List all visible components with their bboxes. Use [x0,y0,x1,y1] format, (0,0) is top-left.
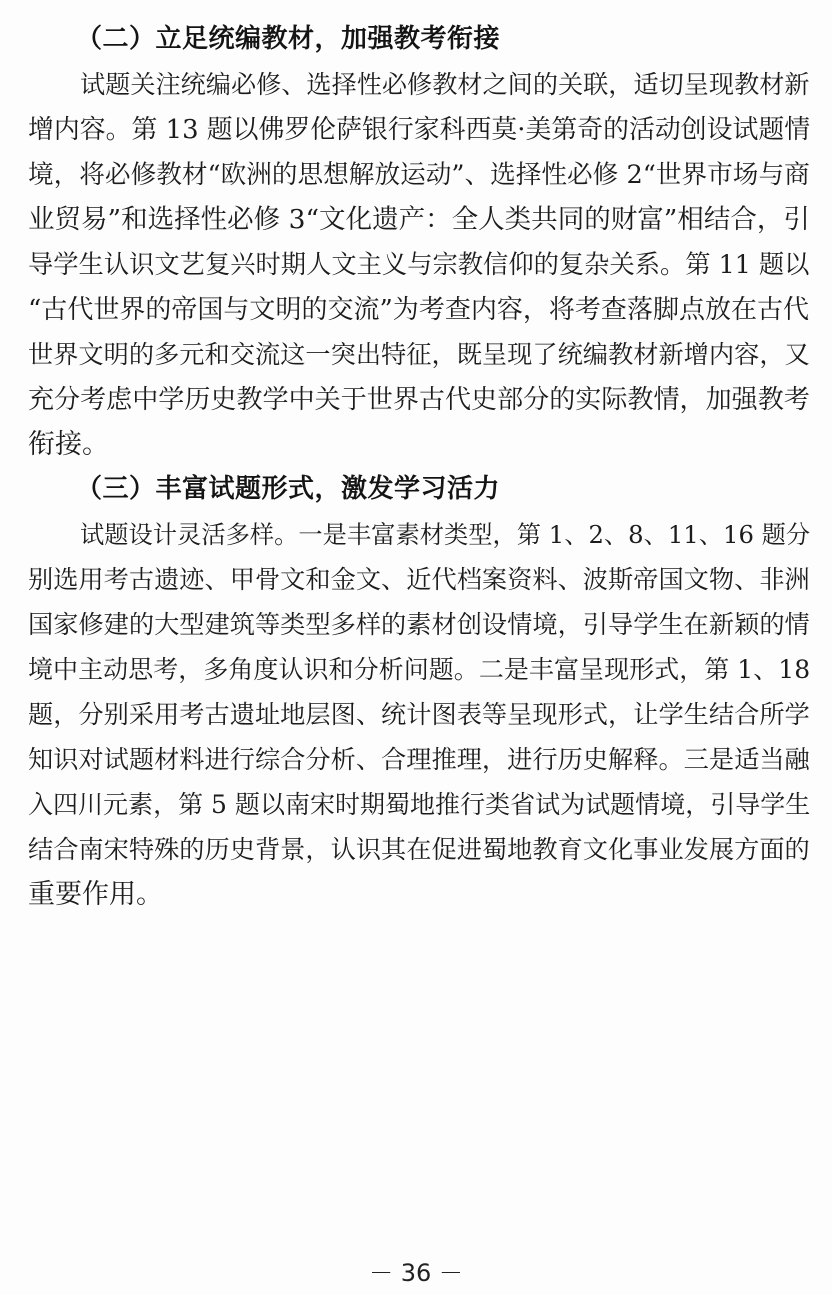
paragraph-line: 境，将必修教材“欧洲的思想解放运动”、选择性必修 2“世界市场与商 [28,160,810,190]
paragraph-line: 题，分别采用考古遗址地层图、统计图表等呈现形式，让学生结合所学 [28,700,810,729]
paragraph-line: 充分考虑中学历史教学中关于世界古代史部分的实际教情，加强教考 [28,385,810,415]
paragraph-line: 境中主动思考，多角度认识和分析问题。二是丰富呈现形式，第 1、18 [28,655,811,684]
paragraph-line: 别选用考古遗迹、甲骨文和金文、近代档案资料、波斯帝国文物、非洲 [28,565,810,594]
section-heading: （三）丰富试题形式，激发学习活力 [76,474,501,504]
paragraph-line: 知识对试题材料进行综合分析、合理推理，进行历史解释。三是适当融 [28,745,810,774]
paragraph-line: 重要作用。 [28,879,163,910]
paragraph-line: 增内容。第 13 题以佛罗伦萨银行家科西莫·美第奇的活动创设试题情 [28,115,811,145]
paragraph-line: 国家修建的大型建筑等类型多样的素材创设情境，引导学生在新颖的情 [28,610,810,639]
paragraph-line: 试题设计灵活多样。一是丰富素材类型，第 1、2、8、11、16 题分 [80,520,811,549]
paragraph-line: 试题关注统编必修、选择性必修教材之间的关联，适切呈现教材新 [80,70,810,99]
paragraph-line: 结合南宋特殊的历史背景，认识其在促进蜀地教育文化事业发展方面的 [28,835,810,864]
paragraph-line: “古代世界的帝国与文明的交流”为考查内容，将考查落脚点放在古代 [28,295,810,325]
section-heading: （二）立足统编教材，加强教考衔接 [76,24,501,54]
page-number: － 36 － [369,1259,463,1287]
paragraph-line: 导学生认识文艺复兴时期人文主义与宗教信仰的复杂关系。第 11 题以 [28,250,810,279]
paragraph-line: 业贸易”和选择性必修 3“文化遗产：全人类共同的财富”相结合，引 [28,204,810,235]
paragraph-line: 世界文明的多元和交流这一突出特征，既呈现了统编教材新增内容，又 [28,340,810,369]
paragraph-line: 入四川元素，第 5 题以南宋时期蜀地推行类省试为试题情境，引导学生 [28,790,811,819]
paragraph-line: 衔接。 [28,429,109,460]
